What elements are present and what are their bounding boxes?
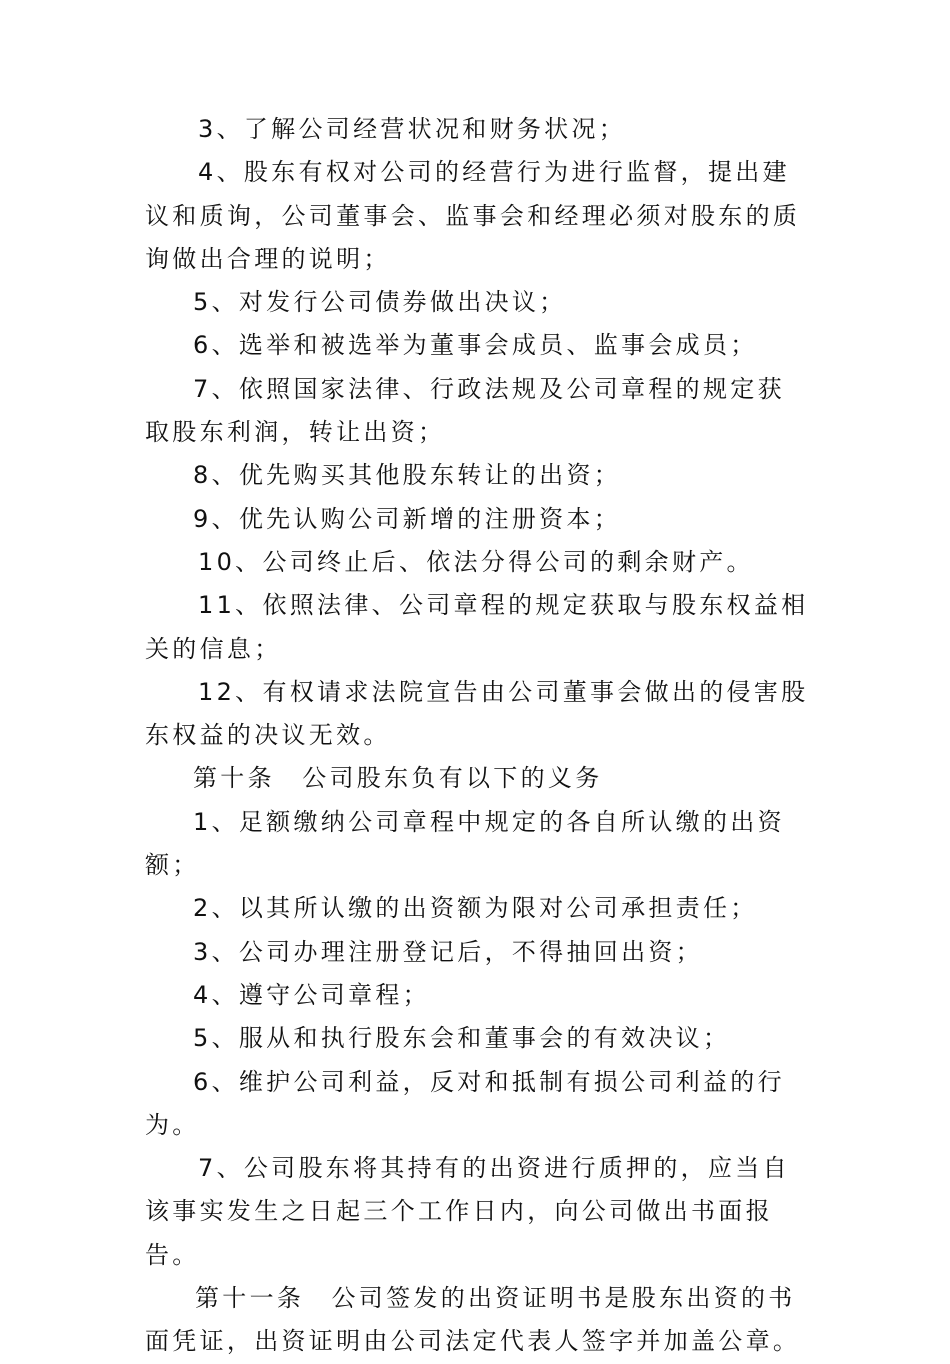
paragraph-duty-6: 6、维护公司利益，反对和抵制有损公司利益的行为。 [145, 1067, 785, 1139]
paragraph-duty-1: 1、足额缴纳公司章程中规定的各自所认缴的出资额； [145, 807, 785, 880]
article-10-heading: 第十条 公司股东负有以下的义务 [193, 764, 603, 793]
paragraph-right-12: 12、有权请求法院宣告由公司董事会做出的侵害股东权益的决议无效。 [145, 677, 809, 750]
paragraph-right-8: 8、优先购买其他股东转让的出资； [193, 461, 622, 490]
paragraph-right-4: 4、股东有权对公司的经营行为进行监督，提出建议和质询，公司董事会、监事会和经理必须对股东的质询做出合理的说明； [145, 158, 801, 273]
article-11-paragraph: 第十一条 公司签发的出资证明书是股东出资的书面凭证，出资证明由公司法定代表人签字并加盖公章。 [145, 1284, 801, 1356]
paragraph-duty-5: 5、服从和执行股东会和董事会的有效决议； [193, 1024, 731, 1053]
paragraph-right-7: 7、依照国家法律、行政法规及公司章程的规定获取股东利润，转让出资； [145, 374, 785, 447]
paragraph-right-11: 11、依照法律、公司章程的规定获取与股东权益相关的信息； [145, 591, 809, 663]
paragraph-duty-2: 2、以其所认缴的出资额为限对公司承担责任； [193, 894, 758, 923]
paragraph-right-5: 5、对发行公司债券做出决议； [193, 288, 567, 317]
paragraph-duty-7: 7、公司股东将其持有的出资进行质押的，应当自该事实发生之日起三个工作日内，向公司做出书面报告。 [145, 1154, 790, 1269]
paragraph-right-10: 10、公司终止后、依法分得公司的剩余财产。 [198, 547, 754, 576]
paragraph-duty-4: 4、遵守公司章程； [193, 980, 430, 1009]
document-body [145, 108, 810, 1364]
paragraph-duty-3: 3、公司办理注册登记后，不得抽回出资； [193, 937, 703, 966]
paragraph-right-3: 3、了解公司经营状况和财务状况； [198, 115, 627, 143]
paragraph-right-6: 6、选举和被选举为董事会成员、监事会成员； [193, 331, 758, 360]
paragraph-right-9: 9、优先认购公司新增的注册资本； [193, 504, 622, 533]
